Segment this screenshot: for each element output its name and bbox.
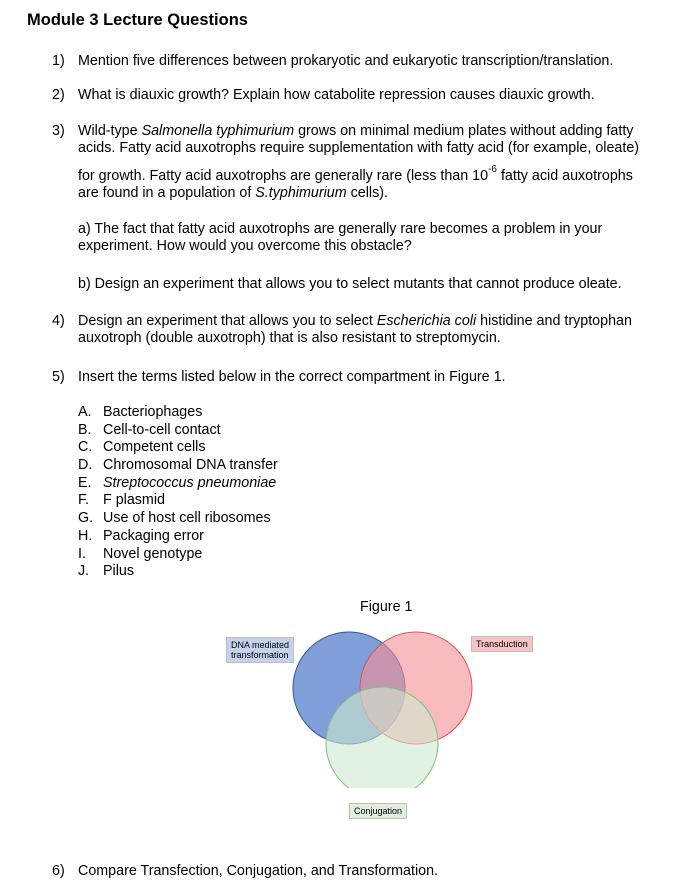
question-number: 4) — [52, 313, 65, 329]
question-3a: a) The fact that fatty acid auxotrophs are generally rare becomes a problem in your experiment. How would you overcome this obstacle? — [78, 221, 603, 254]
label-conjugation: Conjugation — [349, 803, 407, 819]
question-text: Compare Transfection, Conjugation, and Transformation. — [78, 863, 438, 879]
question-text-line: Wild-type Salmonella typhimurium grows on minimal medium plates without adding fatty — [78, 123, 634, 139]
question-3b: b) Design an experiment that allows you to select mutants that cannot produce oleate. — [78, 276, 622, 292]
question-text-line: acids. Fatty acid auxotrophs require supplementation with fatty acid (for example, oleate) — [78, 140, 640, 156]
question-text-line: are found in a population of S.typhimurium cells). — [78, 185, 388, 201]
question-number: 3) — [52, 123, 65, 139]
question-text-line: Design an experiment that allows you to select Escherichia coli histidine and tryptophan — [78, 313, 632, 329]
species-name: Escherichia coli — [376, 313, 477, 329]
question-text: Mention five differences between prokaryotic and eukaryotic transcription/translation. — [78, 53, 614, 69]
question-text-line: for growth. Fatty acid auxotrophs are generally rare (less than $10^{-6}$ fatty acid auxotrophs — [78, 164, 633, 184]
exponent: -6 — [488, 164, 497, 176]
question-number: 2) — [52, 87, 65, 103]
figure-title: Figure 1 — [360, 599, 413, 615]
species-name: S.typhimurium — [255, 185, 347, 201]
question-text: What is diauxic growth? Explain how catabolite repression causes diauxic growth. — [78, 87, 595, 103]
question-text-line: auxotroph (double auxotroph) that is also resistant to streptomycin. — [78, 330, 501, 346]
label-transduction: Transduction — [471, 636, 533, 652]
question-number: 5) — [52, 369, 65, 385]
question-number: 1) — [52, 53, 65, 69]
label-dna-transformation: DNA mediated transformation — [226, 637, 294, 663]
question-number: 6) — [52, 863, 65, 879]
question-text: Insert the terms listed below in the correct compartment in Figure 1. — [78, 369, 506, 385]
page-title: Module 3 Lecture Questions — [27, 11, 248, 29]
species-name: Salmonella typhimurium — [141, 123, 295, 139]
